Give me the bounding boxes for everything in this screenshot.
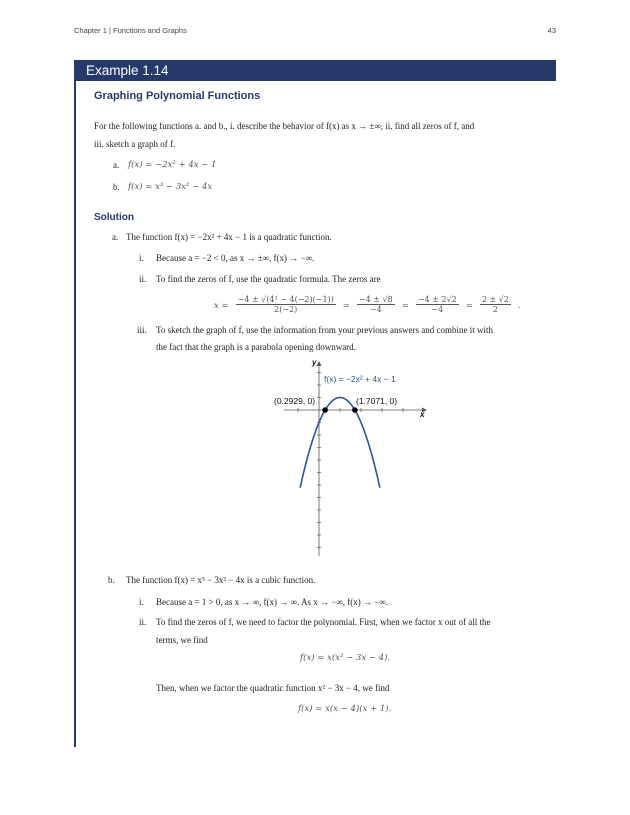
intro-line-2: iii. sketch a graph of f. (94, 139, 176, 149)
page-number: 43 (547, 26, 556, 35)
formula-fraction-2-denominator: −4 (369, 305, 382, 314)
y-axis-label: y (312, 358, 317, 367)
solution-a-marker: a. (112, 232, 119, 242)
solution-a-iii-marker: iii. (137, 325, 147, 335)
solution-a-ii-text: To find the zeros of f, use the quadratic formula. The zeros are (156, 274, 381, 284)
intro-line-1: For the following functions a. and b., i. describe the behavior of f(x) as x → ±∞, ii. find all zeros of f, and (94, 121, 475, 131)
formula-fraction-2-numerator: −4 ± √8 (358, 295, 393, 304)
example-left-rule (74, 81, 76, 747)
solution-a-i-text: Because a = −2 < 0, as x → ±∞, f(x) → −∞. (156, 253, 315, 263)
solution-b-i-text: Because a = 1 > 0, as x → ∞, f(x) → ∞. As x → −∞, f(x) → −∞. (156, 597, 388, 607)
solution-b-ii-line-2: terms, we find (156, 635, 208, 645)
solution-b-i-marker: i. (139, 597, 144, 607)
parabola-graph (270, 356, 430, 562)
zero-point-right (352, 407, 358, 413)
factored-equation-1: f(x) = x(x² − 3x − 4). (300, 653, 391, 663)
solution-b-then-line: Then, when we factor the quadratic function x² − 3x − 4, we find (156, 683, 390, 693)
example-subtitle: Graphing Polynomial Functions (94, 90, 261, 102)
formula-fraction-1-denominator: 2(−2) (274, 305, 298, 314)
quadratic-formula (214, 295, 521, 314)
example-title: Example 1.14 (86, 63, 169, 78)
solution-a-iii-line-2: the fact that the graph is a parabola opening downward. (156, 342, 356, 352)
factored-equation-2: f(x) = x(x − 4)(x + 1). (298, 704, 392, 714)
formula-fraction-4 (480, 295, 511, 314)
solution-b-line: The function f(x) = x³ − 3x² − 4x is a cubic function. (126, 575, 316, 585)
formula-fraction-4-numerator: 2 ± √2 (481, 295, 509, 304)
formula-equals-1: = (342, 301, 350, 312)
solution-b-ii-marker: ii. (139, 617, 147, 627)
formula-fraction-1 (236, 295, 336, 314)
formula-fraction-4-denominator: 2 (492, 305, 498, 314)
formula-fraction-2 (357, 295, 395, 314)
zero-point-left (322, 407, 328, 413)
solution-b-ii-line-1: To find the zeros of f, we need to factor the polynomial. First, when we factor x out of all the (156, 617, 491, 627)
running-header-chapter: Chapter 1 | Functions and Graphs (74, 26, 187, 35)
solution-a-line: The function f(x) = −2x² + 4x − 1 is a quadratic function. (126, 232, 332, 242)
solution-heading: Solution (94, 212, 134, 223)
formula-lhs: x = (214, 301, 229, 312)
part-b-marker: b. (113, 182, 120, 192)
formula-fraction-3-denominator: −4 (431, 305, 444, 314)
solution-a-ii-marker: ii. (139, 274, 147, 284)
part-a-marker: a. (113, 160, 120, 170)
formula-fraction-3-numerator: −4 ± 2√2 (417, 295, 457, 304)
example-title-bar (74, 60, 556, 81)
formula-end: . (517, 301, 521, 312)
solution-a-i-marker: i. (139, 253, 144, 263)
zero-right-label: (1.7071, 0) (356, 396, 398, 406)
solution-b-marker: b. (108, 575, 115, 585)
y-axis-arrow (317, 361, 322, 366)
solution-a-iii-line-1: To sketch the graph of f, use the information from your previous answers and combine it with (156, 325, 494, 335)
formula-equals-3: = (465, 301, 473, 312)
formula-fraction-1-numerator: −4 ± √(4² − 4(−2)(−1)) (237, 295, 334, 304)
zero-left-label: (0.2929, 0) (274, 396, 316, 406)
formula-fraction-3 (416, 295, 459, 314)
part-b-expression: f(x) = x³ − 3x² − 4x (128, 182, 213, 192)
function-label: f(x) = −2x² + 4x − 1 (324, 374, 396, 384)
x-axis-label: x (420, 410, 425, 419)
part-a-expression: f(x) = −2x² + 4x − 1 (128, 160, 217, 170)
formula-equals-2: = (401, 301, 409, 312)
